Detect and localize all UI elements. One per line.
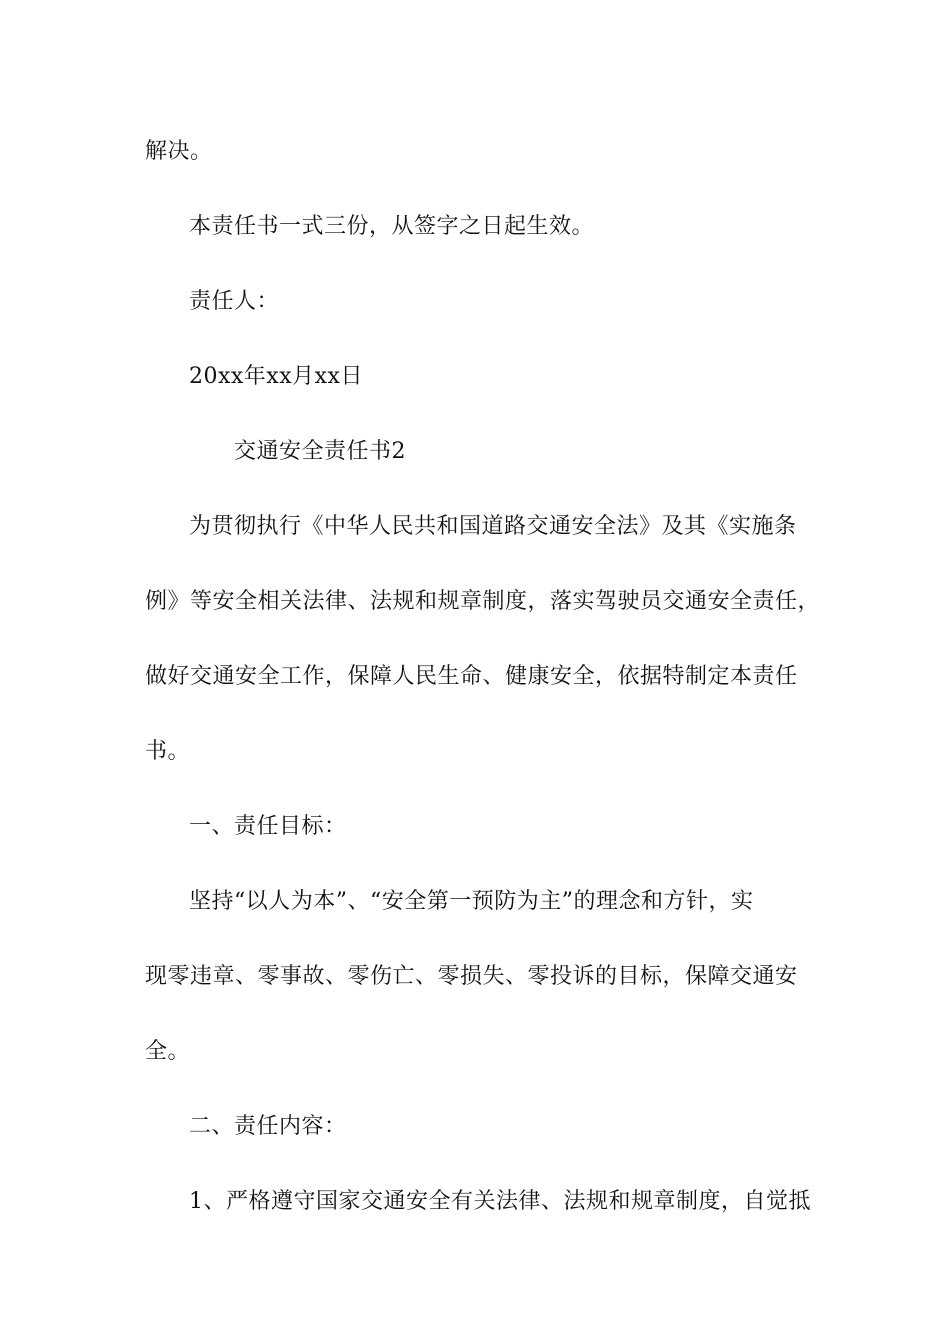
heading-goal: 一、责任目标： (189, 814, 347, 839)
text-line-continuation: 解决。 (145, 139, 213, 164)
text-line-date: 20xx年xx月xx日 (189, 364, 363, 389)
paragraph-goal-line-3: 全。 (145, 1039, 191, 1064)
paragraph-goal-line-1: 坚持“以人为本”、“安全第一预防为主”的理念和方针，实 (189, 889, 754, 914)
paragraph-intro-line-3: 做好交通安全工作，保障人民生命、健康安全，依据特制定本责任 (145, 664, 798, 689)
paragraph-item-1: 1、严格遵守国家交通安全有关法律、法规和规章制度，自觉抵 (189, 1189, 811, 1214)
text-line-responsible-person: 责任人： (189, 289, 280, 314)
paragraph-goal-line-2: 现零违章、零事故、零伤亡、零损失、零投诉的目标，保障交通安 (145, 964, 798, 989)
paragraph-intro-line-2: 例》等安全相关法律、法规和规章制度，落实驾驶员交通安全责任， (145, 589, 821, 614)
paragraph-intro-line-1: 为贯彻执行《中华人民共和国道路交通安全法》及其《实施条 (189, 514, 797, 539)
text-line-copies-notice: 本责任书一式三份，从签字之日起生效。 (189, 214, 595, 239)
heading-content: 二、责任内容： (189, 1114, 347, 1139)
paragraph-intro-line-4: 书。 (145, 739, 191, 764)
section-title: 交通安全责任书2 (234, 439, 406, 464)
